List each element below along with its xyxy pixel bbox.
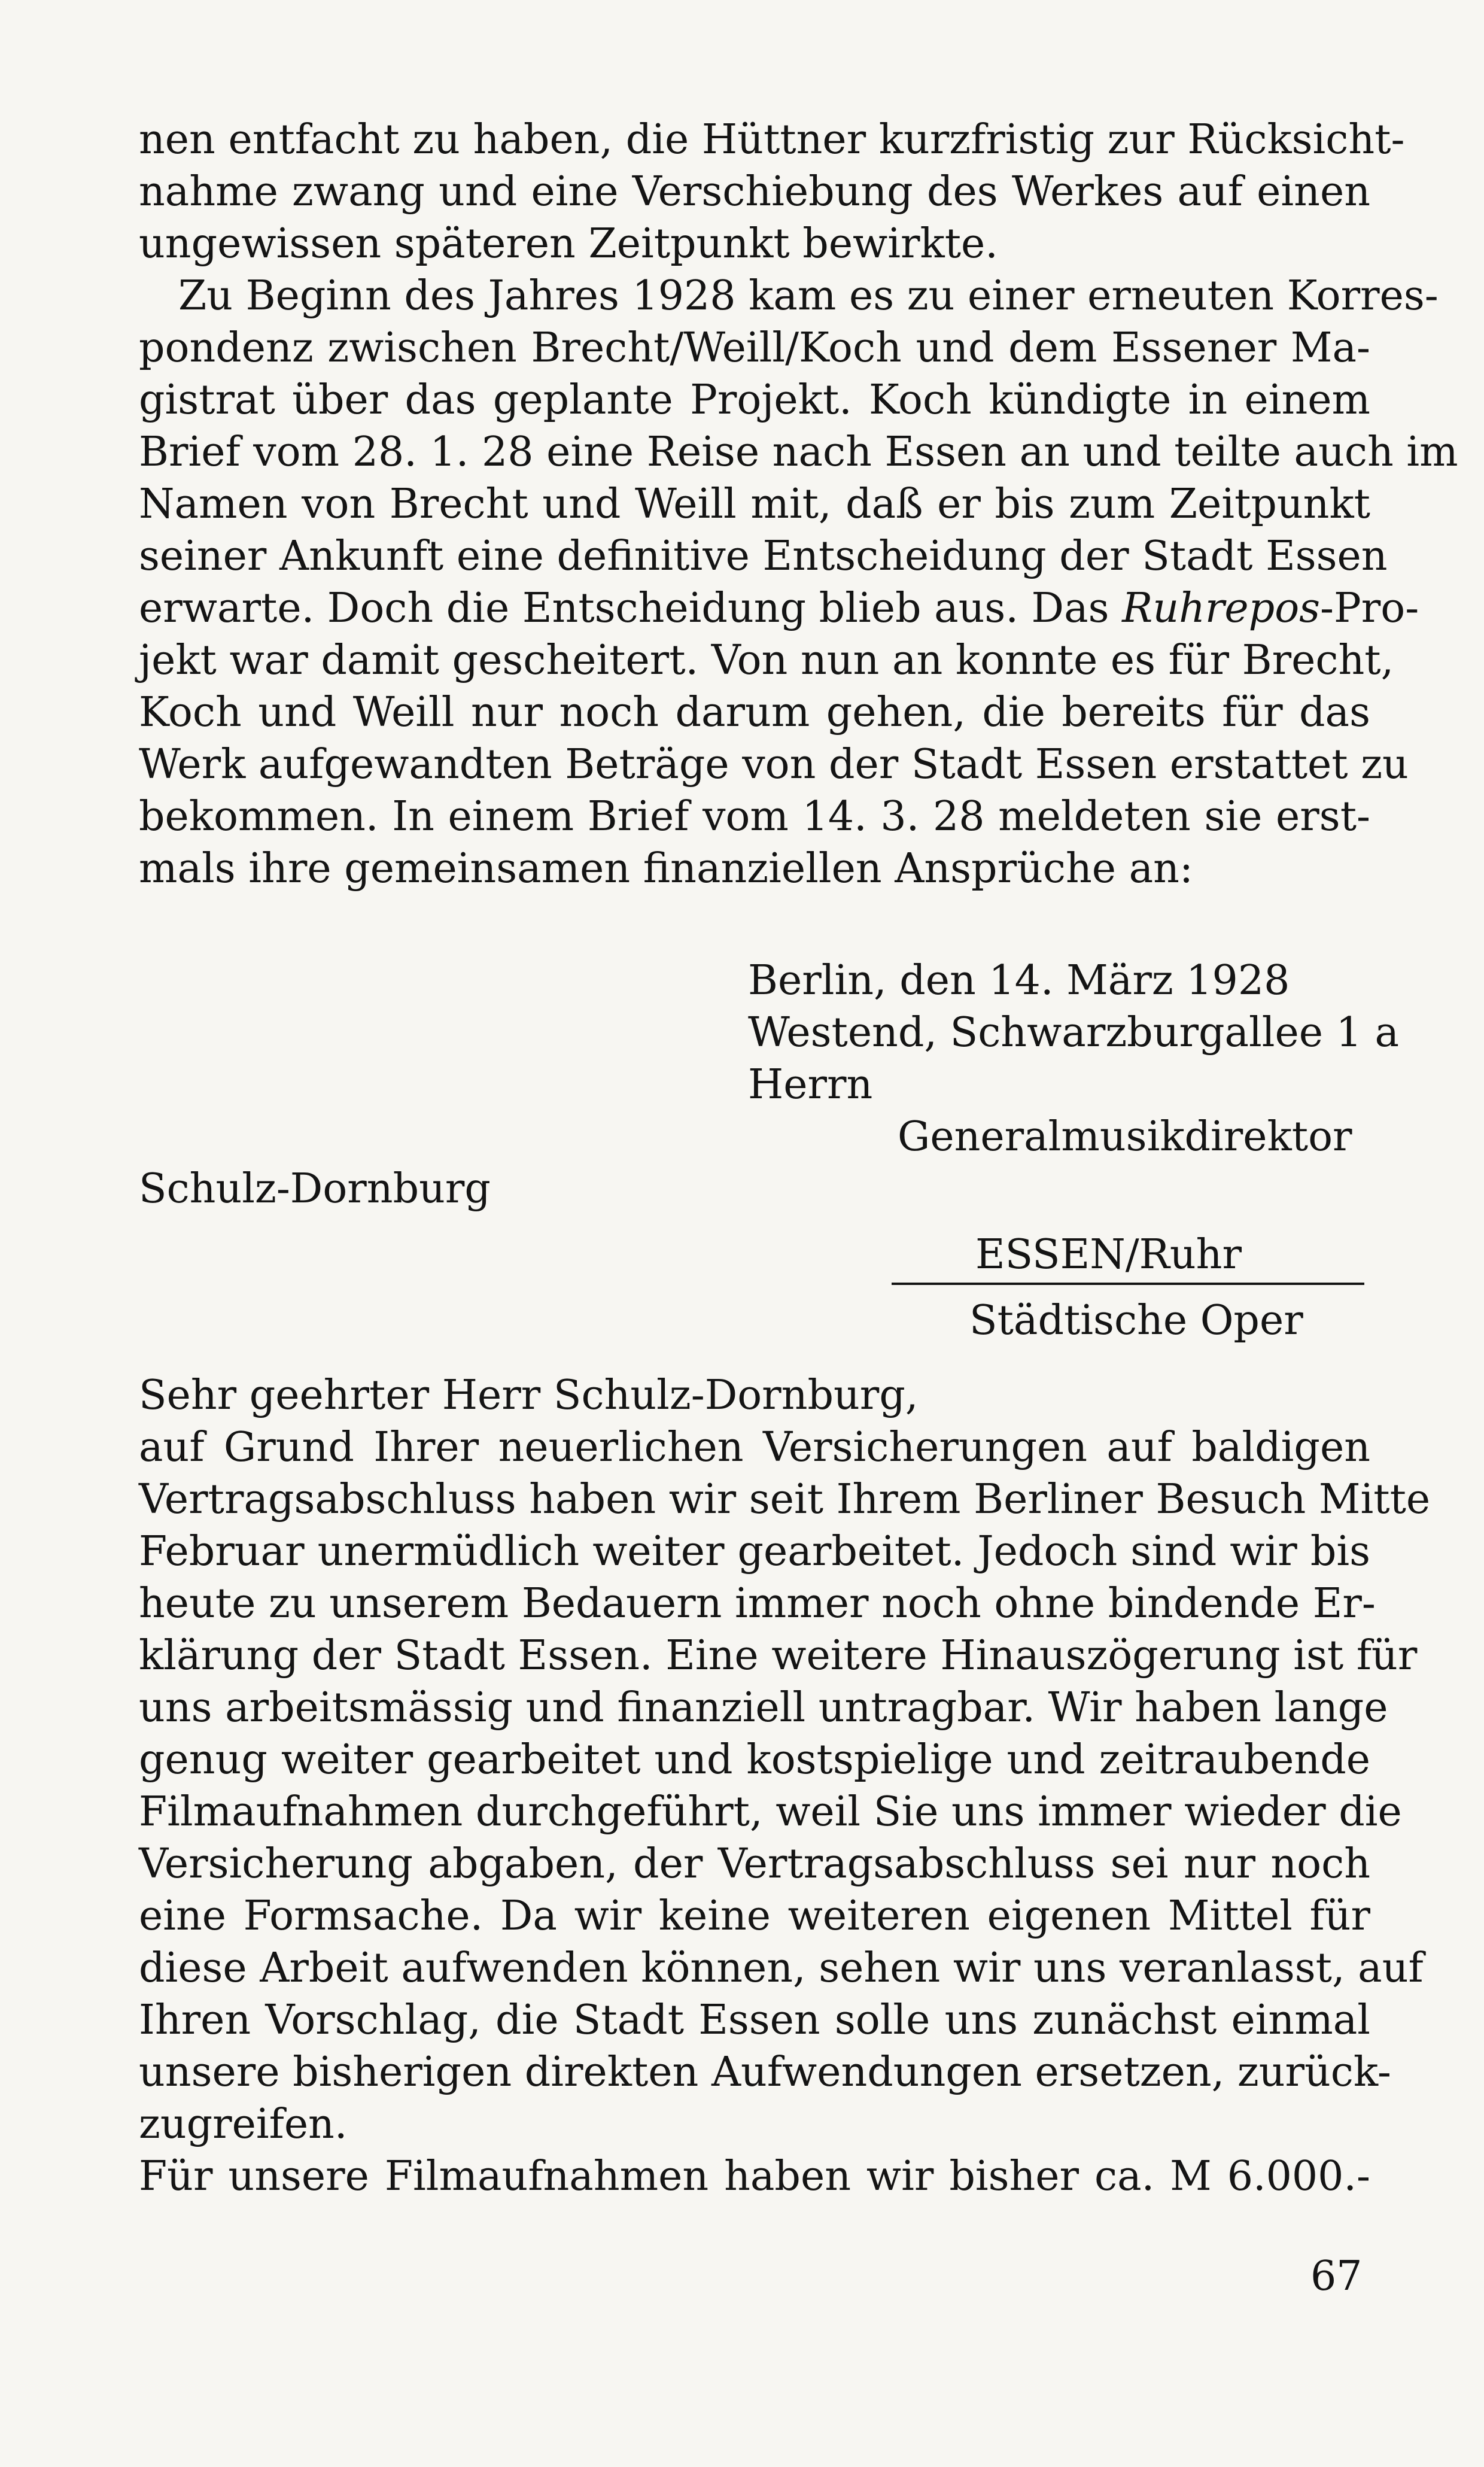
page-number: 67 (1310, 2253, 1363, 2300)
letter-recipient-name: Schulz-Dornburg (139, 1165, 491, 1213)
text-line: uns arbeitsmässig und finanziell untragbar. Wir haben lange (139, 1684, 1388, 1731)
text-line: Koch und Weill nur noch darum gehen, die bereits für das (139, 689, 1370, 736)
text-line: nen entfacht zu haben, die Hüttner kurzfristig zur Rücksicht- (139, 116, 1405, 163)
address-underline (892, 1283, 1364, 1285)
text-line: Versicherung abgaben, der Vertragsabschluss sei nur noch (139, 1840, 1370, 1888)
text-line: Werk aufgewandten Beträge von der Stadt Essen erstattet zu (139, 741, 1409, 788)
text-line: heute zu unserem Bedauern immer noch ohne bindende Er- (139, 1580, 1376, 1627)
paragraph-correspondence (139, 270, 1458, 895)
paragraph-continuation (139, 114, 1405, 270)
text-line-with-title (139, 582, 1419, 634)
text-segment: erwarte. Doch die Entscheidung blieb aus. Das (139, 585, 1123, 632)
letter-recipient-salutation: Herrn (748, 1061, 873, 1108)
text-line: nahme zwang und eine Verschiebung des Werkes auf einen (139, 168, 1370, 215)
letter-address: Westend, Schwarzburgallee 1 a (748, 1009, 1400, 1056)
text-line: unsere bisherigen direkten Aufwendungen ersetzen, zurück- (139, 2049, 1391, 2096)
work-title: Ruhrepos (1122, 585, 1321, 632)
text-line: auf Grund Ihrer neuerlichen Versicherungen auf baldigen (139, 1424, 1370, 1471)
text-line: Februar unermüdlich weiter gearbeitet. Jedoch sind wir bis (139, 1528, 1370, 1575)
letter-recipient-institution: Städtische Oper (969, 1297, 1303, 1344)
text-line: Zu Beginn des Jahres 1928 kam es zu einer erneuten Korres- (178, 272, 1439, 320)
text-line: zugreifen. (139, 2101, 348, 2148)
text-line: Brief vom 28. 1. 28 eine Reise nach Essen an und teilte auch im (139, 429, 1458, 476)
text-line: seiner Ankunft eine definitive Entscheidung der Stadt Essen (139, 533, 1388, 580)
text-line: klärung der Stadt Essen. Eine weitere Hinauszögerung ist für (139, 1632, 1418, 1679)
text-segment: -Pro- (1320, 585, 1419, 632)
text-line: eine Formsache. Da wir keine weiteren eigenen Mittel für (139, 1892, 1370, 1940)
text-line: Vertragsabschluss haben wir seit Ihrem Berliner Besuch Mitte (139, 1476, 1431, 1523)
text-line: ungewissen späteren Zeitpunkt bewirkte. (139, 220, 998, 268)
letter-date: Berlin, den 14. März 1928 (748, 957, 1290, 1004)
text-line: Für unsere Filmaufnahmen haben wir bisher ca. M 6.000.- (139, 2153, 1370, 2200)
text-line: Filmaufnahmen durchgeführt, weil Sie uns immer wieder die (139, 1788, 1402, 1836)
letter-body (139, 1421, 1431, 2202)
text-line: gistrat über das geplante Projekt. Koch kündigte in einem (139, 376, 1370, 424)
text-line: jekt war damit gescheitert. Von nun an konnte es für Brecht, (139, 637, 1394, 684)
letter-recipient-title: Generalmusikdirektor (898, 1113, 1352, 1160)
text-line: Ihren Vorschlag, die Stadt Essen solle uns zunächst einmal (139, 1997, 1370, 2044)
letter-recipient-city: ESSEN/Ruhr (975, 1231, 1242, 1278)
text-line: genug weiter gearbeitet und kostspielige und zeitraubende (139, 1736, 1370, 1784)
text-line: mals ihre gemeinsamen finanziellen Ansprüche an: (139, 845, 1193, 892)
text-line: diese Arbeit aufwenden können, sehen wir uns veranlasst, auf (139, 1945, 1424, 1992)
letter-greeting: Sehr geehrter Herr Schulz-Dornburg, (139, 1372, 919, 1419)
text-line: pondenz zwischen Brecht/Weill/Koch und dem Essener Ma- (139, 324, 1370, 372)
text-line: bekommen. In einem Brief vom 14. 3. 28 meldeten sie erst- (139, 793, 1370, 840)
text-line: Namen von Brecht und Weill mit, daß er bis zum Zeitpunkt (139, 481, 1370, 528)
